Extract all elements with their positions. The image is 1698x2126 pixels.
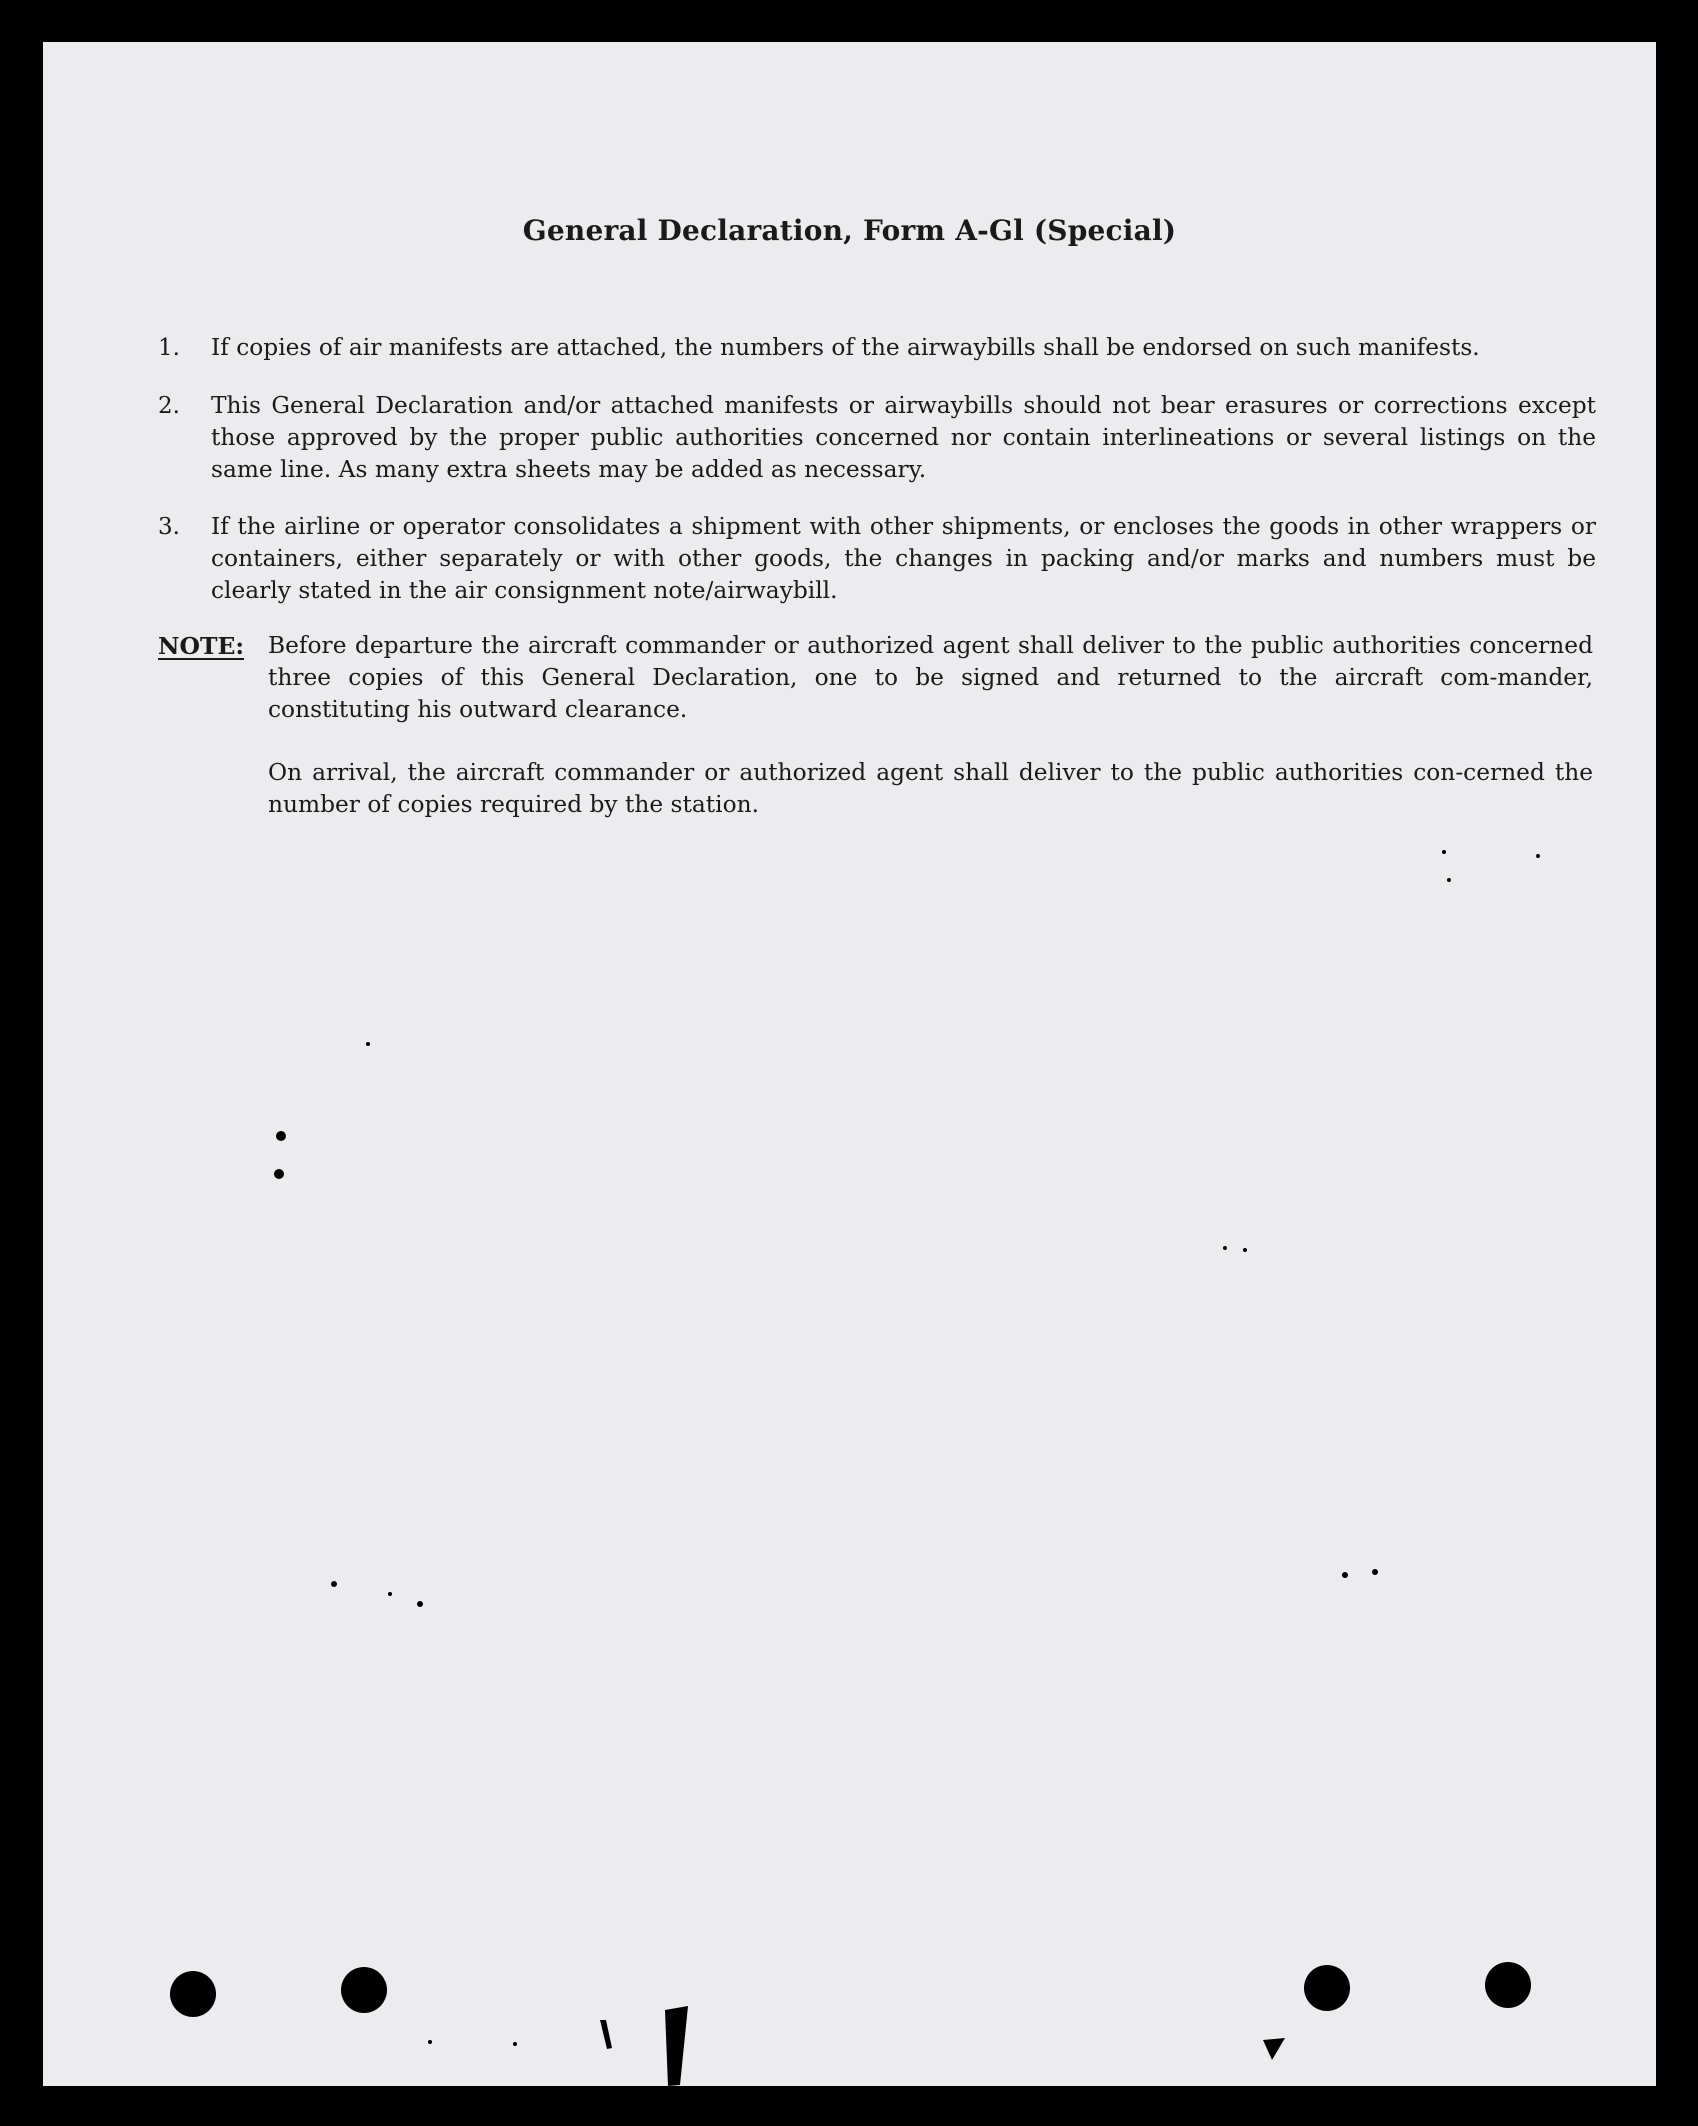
document-body	[43, 42, 1656, 2086]
item-number: 3.	[158, 514, 180, 540]
item-text: If the airline or operator consolidates a shipment with other shipments, or encloses the goods in other wrappers or containers, either separately or with other goods, the changes in packing and/or marks and numbers must be clearly stated in the air consignment note/airwaybill.	[211, 513, 1596, 604]
document-title: General Declaration, Form A-Gl (Special)	[522, 214, 1177, 247]
item-number: 1.	[158, 335, 180, 361]
item-text: This General Declaration and/or attached manifests or airwaybills should not bear erasures or corrections except those approved by the proper public authorities concerned nor contain interlineations or several listings on the same line. As many extra sheets may be added as necessary.	[211, 392, 1596, 483]
item-number: 2.	[158, 393, 180, 419]
note-paragraph-2: On arrival, the aircraft commander or authorized agent shall deliver to the public authorities con-cerned the number of copies required by the station.	[268, 759, 1593, 818]
note-paragraph-1: Before departure the aircraft commander or authorized agent shall deliver to the public authorities concerned three copies of this General Declaration, one to be signed and returned to the aircraft com-mander, constituting his outward clearance.	[268, 632, 1593, 723]
document-page	[43, 42, 1656, 2086]
item-text: If copies of air manifests are attached, the numbers of the airwaybills shall be endorsed on such manifests.	[211, 334, 1480, 361]
note-label: NOTE:	[158, 632, 245, 660]
